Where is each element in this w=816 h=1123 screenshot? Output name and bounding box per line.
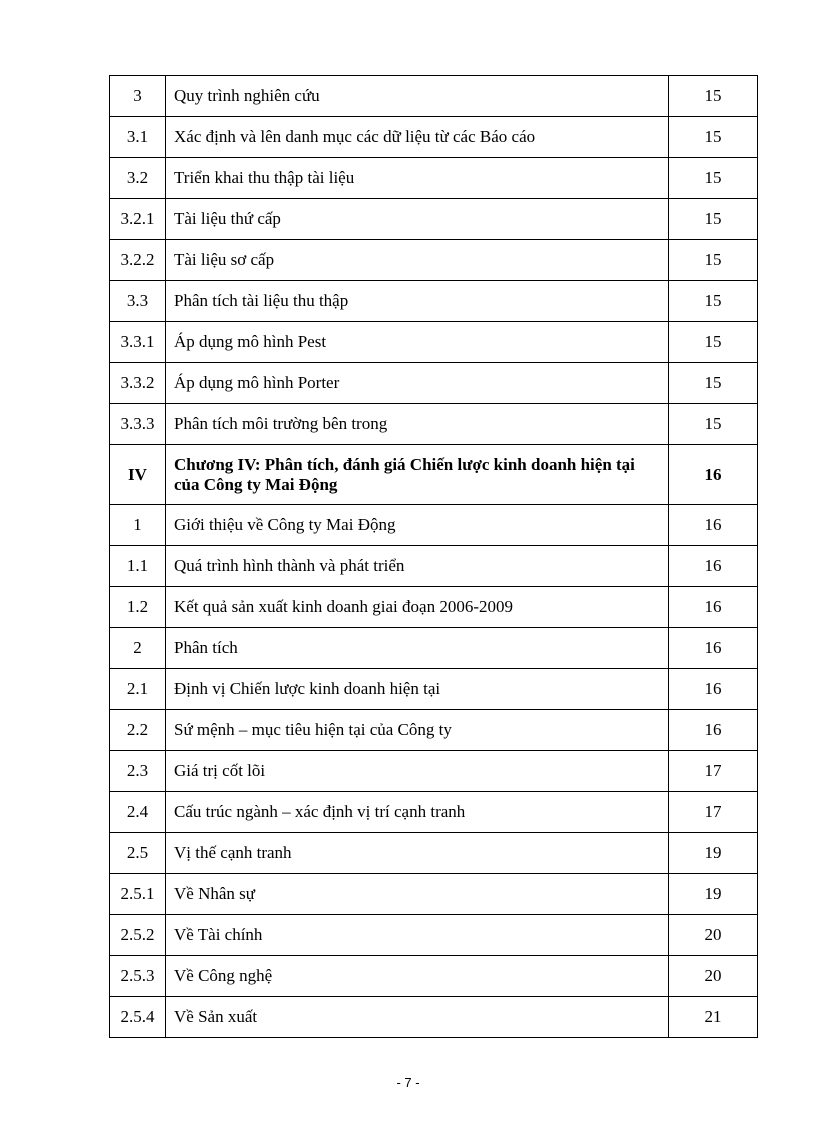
section-number: 3.3.1 [110, 322, 166, 363]
section-number: 2.5.3 [110, 956, 166, 997]
section-title: Về Công nghệ [166, 956, 669, 997]
section-title: Kết quả sản xuất kinh doanh giai đoạn 2006-2009 [166, 587, 669, 628]
table-row [110, 710, 758, 751]
section-title: Tài liệu thứ cấp [166, 199, 669, 240]
page-ref: 15 [669, 117, 758, 158]
page-ref: 20 [669, 915, 758, 956]
page-ref: 19 [669, 833, 758, 874]
section-title: Xác định và lên danh mục các dữ liệu từ các Báo cáo [166, 117, 669, 158]
table-row [110, 117, 758, 158]
page-ref: 16 [669, 546, 758, 587]
section-number: 3 [110, 76, 166, 117]
section-number: 3.2.1 [110, 199, 166, 240]
table-row [110, 546, 758, 587]
page-ref: 15 [669, 158, 758, 199]
page-ref: 16 [669, 587, 758, 628]
section-title: Phân tích [166, 628, 669, 669]
section-title: Định vị Chiến lược kinh doanh hiện tại [166, 669, 669, 710]
section-title: Phân tích môi trường bên trong [166, 404, 669, 445]
table-row [110, 997, 758, 1038]
section-title: Phân tích tài liệu thu thập [166, 281, 669, 322]
section-number: 2.5.2 [110, 915, 166, 956]
section-number: 3.3.2 [110, 363, 166, 404]
section-number: 2.5.1 [110, 874, 166, 915]
section-title: Giá trị cốt lõi [166, 751, 669, 792]
table-row [110, 363, 758, 404]
table-row [110, 240, 758, 281]
table-row [110, 322, 758, 363]
table-row [110, 199, 758, 240]
page-ref: 19 [669, 874, 758, 915]
page-ref: 17 [669, 792, 758, 833]
page-ref: 15 [669, 240, 758, 281]
page-ref: 20 [669, 956, 758, 997]
page-ref: 21 [669, 997, 758, 1038]
toc-body [110, 76, 758, 1038]
section-number: 2.1 [110, 669, 166, 710]
table-row [110, 669, 758, 710]
table-row [110, 587, 758, 628]
section-title: Giới thiệu về Công ty Mai Động [166, 505, 669, 546]
section-number: 2.2 [110, 710, 166, 751]
section-number: 3.1 [110, 117, 166, 158]
section-number: 3.2 [110, 158, 166, 199]
section-title: Quy trình nghiên cứu [166, 76, 669, 117]
section-title: Quá trình hình thành và phát triển [166, 546, 669, 587]
section-number: 2 [110, 628, 166, 669]
section-number: 3.3.3 [110, 404, 166, 445]
chapter-number: IV [110, 445, 166, 505]
section-number: 1.1 [110, 546, 166, 587]
section-number: 2.5.4 [110, 997, 166, 1038]
section-title: Triển khai thu thập tài liệu [166, 158, 669, 199]
section-number: 3.3 [110, 281, 166, 322]
chapter-heading-row [110, 445, 758, 505]
section-title: Sứ mệnh – mục tiêu hiện tại của Công ty [166, 710, 669, 751]
page-ref: 16 [669, 505, 758, 546]
section-title: Áp dụng mô hình Pest [166, 322, 669, 363]
table-row [110, 874, 758, 915]
table-row [110, 833, 758, 874]
table-row [110, 158, 758, 199]
page-ref: 15 [669, 322, 758, 363]
page-ref: 15 [669, 199, 758, 240]
table-row [110, 956, 758, 997]
section-title: Cấu trúc ngành – xác định vị trí cạnh tranh [166, 792, 669, 833]
section-title: Áp dụng mô hình Porter [166, 363, 669, 404]
page-number: - 7 - [396, 1075, 420, 1090]
page-ref: 16 [669, 710, 758, 751]
section-number: 2.4 [110, 792, 166, 833]
page-ref: 16 [669, 628, 758, 669]
table-row [110, 792, 758, 833]
page-ref: 16 [669, 669, 758, 710]
table-row [110, 76, 758, 117]
page-ref: 15 [669, 404, 758, 445]
section-number: 2.3 [110, 751, 166, 792]
section-title: Về Tài chính [166, 915, 669, 956]
chapter-title: Chương IV: Phân tích, đánh giá Chiến lược kinh doanh hiện tại của Công ty Mai Động [166, 445, 669, 505]
section-number: 2.5 [110, 833, 166, 874]
table-row [110, 751, 758, 792]
section-title: Về Sản xuất [166, 997, 669, 1038]
table-row [110, 505, 758, 546]
table-row [110, 915, 758, 956]
page-ref: 15 [669, 281, 758, 322]
page-ref: 16 [669, 445, 758, 505]
page-ref: 17 [669, 751, 758, 792]
section-number: 1 [110, 505, 166, 546]
section-number: 3.2.2 [110, 240, 166, 281]
table-row [110, 404, 758, 445]
page-ref: 15 [669, 76, 758, 117]
table-row [110, 628, 758, 669]
section-number: 1.2 [110, 587, 166, 628]
section-title: Tài liệu sơ cấp [166, 240, 669, 281]
table-row [110, 281, 758, 322]
section-title: Vị thế cạnh tranh [166, 833, 669, 874]
table-of-contents [109, 75, 758, 1038]
page-ref: 15 [669, 363, 758, 404]
section-title: Về Nhân sự [166, 874, 669, 915]
